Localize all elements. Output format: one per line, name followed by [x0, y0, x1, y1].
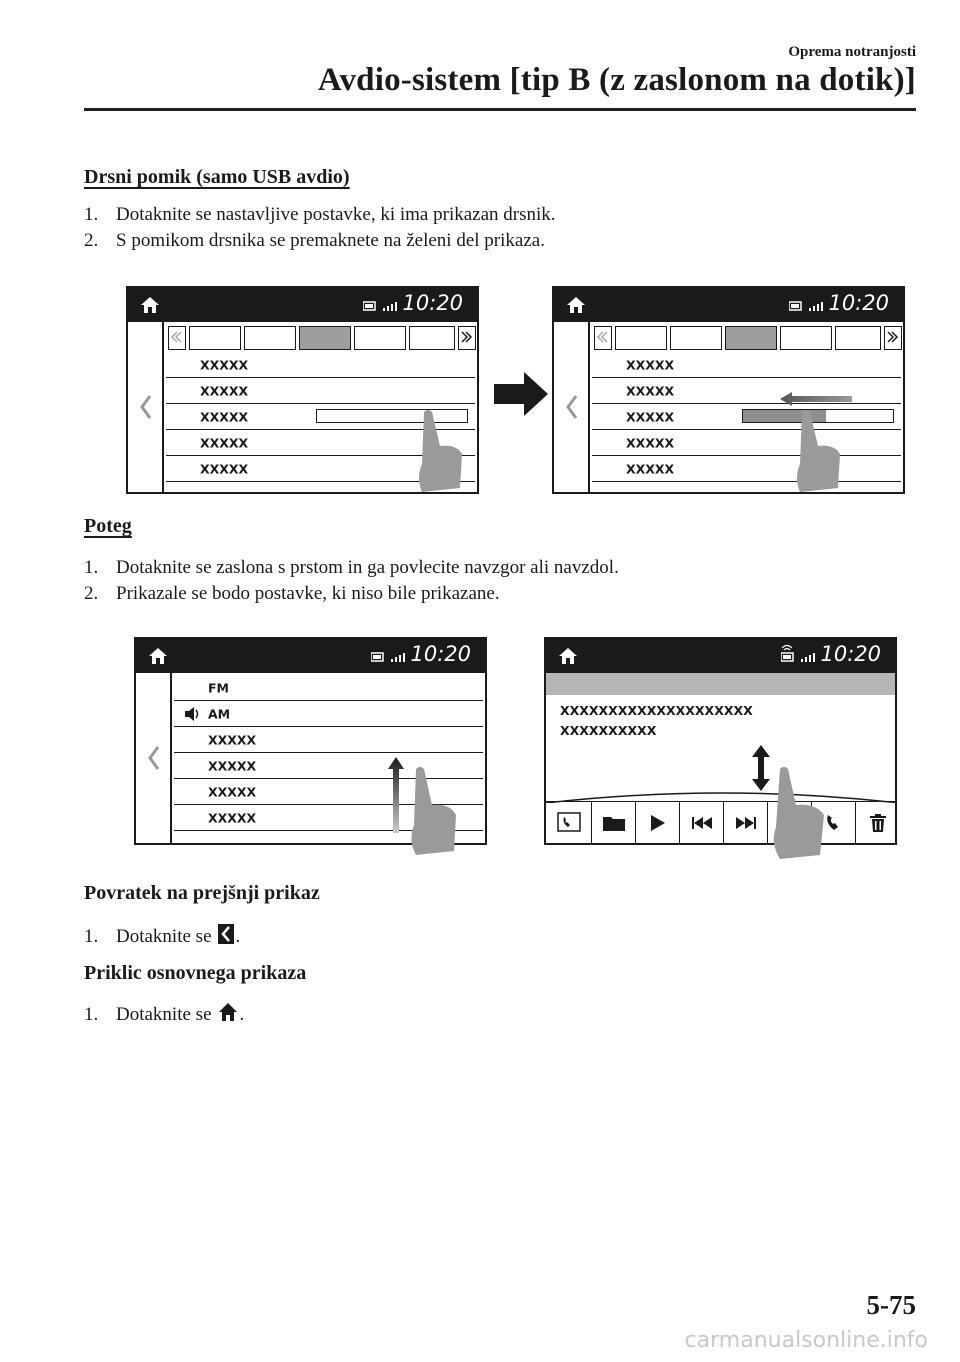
back-button-icon	[218, 924, 234, 944]
status-bar	[546, 639, 895, 673]
speaker-icon	[184, 707, 200, 721]
swipe-updown-arrow-icon	[752, 745, 770, 791]
status-bar	[554, 288, 903, 322]
double-chevron-left-icon	[169, 327, 183, 347]
tab[interactable]	[670, 326, 722, 350]
header-rule	[84, 108, 916, 111]
step-item: 1. Dotaknite se zaslona s prstom in ga povlecite navzgor ali navzdol.	[84, 557, 619, 578]
list-item[interactable]: XXXXX	[166, 404, 475, 430]
finger-touch-icon	[416, 408, 466, 493]
list-item[interactable]: XXXXX	[174, 727, 483, 753]
section-heading-slider: Drsni pomik (samo USB avdio)	[84, 166, 350, 188]
message-line: XXXXXXXXXXXXXXXXXXXX	[560, 703, 753, 718]
back-chevron-icon[interactable]	[565, 393, 579, 421]
section-heading-home: Priklic osnovnega prikaza	[84, 962, 307, 984]
list-item-active[interactable]: AM	[174, 701, 483, 727]
right-arrow-icon	[494, 372, 548, 416]
folder-icon	[603, 815, 625, 831]
list-item[interactable]: XXXXX	[592, 378, 901, 404]
screen-slider-before	[126, 286, 479, 494]
back-chevron-icon[interactable]	[139, 393, 153, 421]
folder-button[interactable]	[592, 802, 636, 843]
home-icon[interactable]	[148, 646, 168, 666]
wifi-battery-signal-icon	[781, 643, 817, 663]
list-item[interactable]: XXXXX	[174, 753, 483, 779]
previous-track-button[interactable]	[680, 802, 724, 843]
home-button-icon	[218, 1002, 238, 1022]
list-item[interactable]: XXXXX	[592, 430, 901, 456]
tab[interactable]	[354, 326, 406, 350]
next-track-icon	[736, 817, 756, 829]
home-icon[interactable]	[558, 646, 578, 666]
list-item[interactable]: XXXXX	[592, 404, 901, 430]
battery-signal-icon	[789, 301, 825, 311]
step-item: 1. Dotaknite se .	[84, 926, 241, 947]
tab-selected[interactable]	[299, 326, 351, 350]
list-item[interactable]: XXXXX	[166, 430, 475, 456]
trash-icon	[870, 814, 886, 832]
status-bar	[128, 288, 477, 322]
tab-scroll-left[interactable]	[168, 326, 186, 350]
message-line: XXXXXXXXXX	[560, 723, 657, 738]
home-icon[interactable]	[140, 295, 160, 315]
page-title: Avdio-sistem [tip B (z zaslonom na dotik)]	[317, 62, 916, 98]
tab[interactable]	[244, 326, 296, 350]
list-item[interactable]: XXXXX	[174, 779, 483, 805]
drag-left-arrow-icon	[780, 392, 852, 406]
list-item[interactable]: XXXXX	[592, 352, 901, 378]
step-item: 2. S pomikom drsnika se premaknete na želeni del prikaza.	[84, 230, 545, 251]
tab-strip[interactable]	[594, 326, 902, 350]
double-chevron-right-icon	[459, 327, 473, 347]
screen-slider-after	[552, 286, 905, 494]
list-item[interactable]: XXXXX	[174, 805, 483, 831]
chapter-subtitle: Oprema notranjosti	[788, 44, 916, 60]
tab-scroll-right[interactable]	[884, 326, 902, 350]
play-button[interactable]	[636, 802, 680, 843]
back-chevron-icon[interactable]	[147, 744, 161, 772]
play-icon	[651, 815, 665, 831]
double-chevron-right-icon	[885, 327, 899, 347]
section-heading-swipe: Poteg	[84, 515, 132, 537]
tab[interactable]	[189, 326, 241, 350]
tab[interactable]	[615, 326, 667, 350]
list-item[interactable]: XXXXX	[166, 352, 475, 378]
step-item: 2. Prikazale se bodo postavke, ki niso bile prikazane.	[84, 583, 500, 604]
back-column[interactable]	[554, 322, 590, 492]
clock: 10:20	[820, 642, 881, 666]
battery-signal-icon	[371, 652, 407, 662]
tab-selected[interactable]	[725, 326, 777, 350]
clock: 10:20	[402, 291, 463, 315]
clock: 10:20	[410, 642, 471, 666]
tab-strip[interactable]	[168, 326, 476, 350]
screen-message-swipe	[544, 637, 897, 845]
tab-scroll-right[interactable]	[458, 326, 476, 350]
finger-touch-icon	[408, 765, 460, 857]
watermark: carmanualsonline.info	[684, 1328, 928, 1353]
tab[interactable]	[835, 326, 881, 350]
finger-touch-icon	[794, 408, 844, 493]
tab[interactable]	[780, 326, 832, 350]
list-item[interactable]: XXXXX	[166, 456, 475, 482]
list-item[interactable]: XXXXX	[166, 378, 475, 404]
home-icon[interactable]	[566, 295, 586, 315]
swipe-up-arrow-icon	[388, 757, 404, 833]
step-item: 1. Dotaknite se .	[84, 1004, 245, 1025]
next-track-button[interactable]	[724, 802, 768, 843]
list-item[interactable]: XXXXX	[592, 456, 901, 482]
delete-button[interactable]	[856, 802, 897, 843]
media-toolbar	[546, 801, 895, 843]
phone-list-button[interactable]	[546, 802, 592, 843]
clock: 10:20	[828, 291, 889, 315]
tab[interactable]	[409, 326, 455, 350]
battery-signal-icon	[363, 301, 399, 311]
previous-track-icon	[692, 817, 712, 829]
phone-list-icon	[557, 812, 581, 834]
back-column[interactable]	[136, 673, 172, 843]
status-bar	[136, 639, 485, 673]
list-item[interactable]: FM	[174, 675, 483, 701]
finger-touch-icon	[770, 765, 830, 860]
back-column[interactable]	[128, 322, 164, 492]
message-header-bar	[546, 673, 895, 695]
double-chevron-left-icon	[595, 327, 609, 347]
page-number: 5-75	[866, 1290, 916, 1320]
section-heading-back: Povratek na prejšnji prikaz	[84, 882, 320, 904]
step-item: 1. Dotaknite se nastavljive postavke, ki ima prikazan drsnik.	[84, 204, 556, 225]
tab-scroll-left[interactable]	[594, 326, 612, 350]
